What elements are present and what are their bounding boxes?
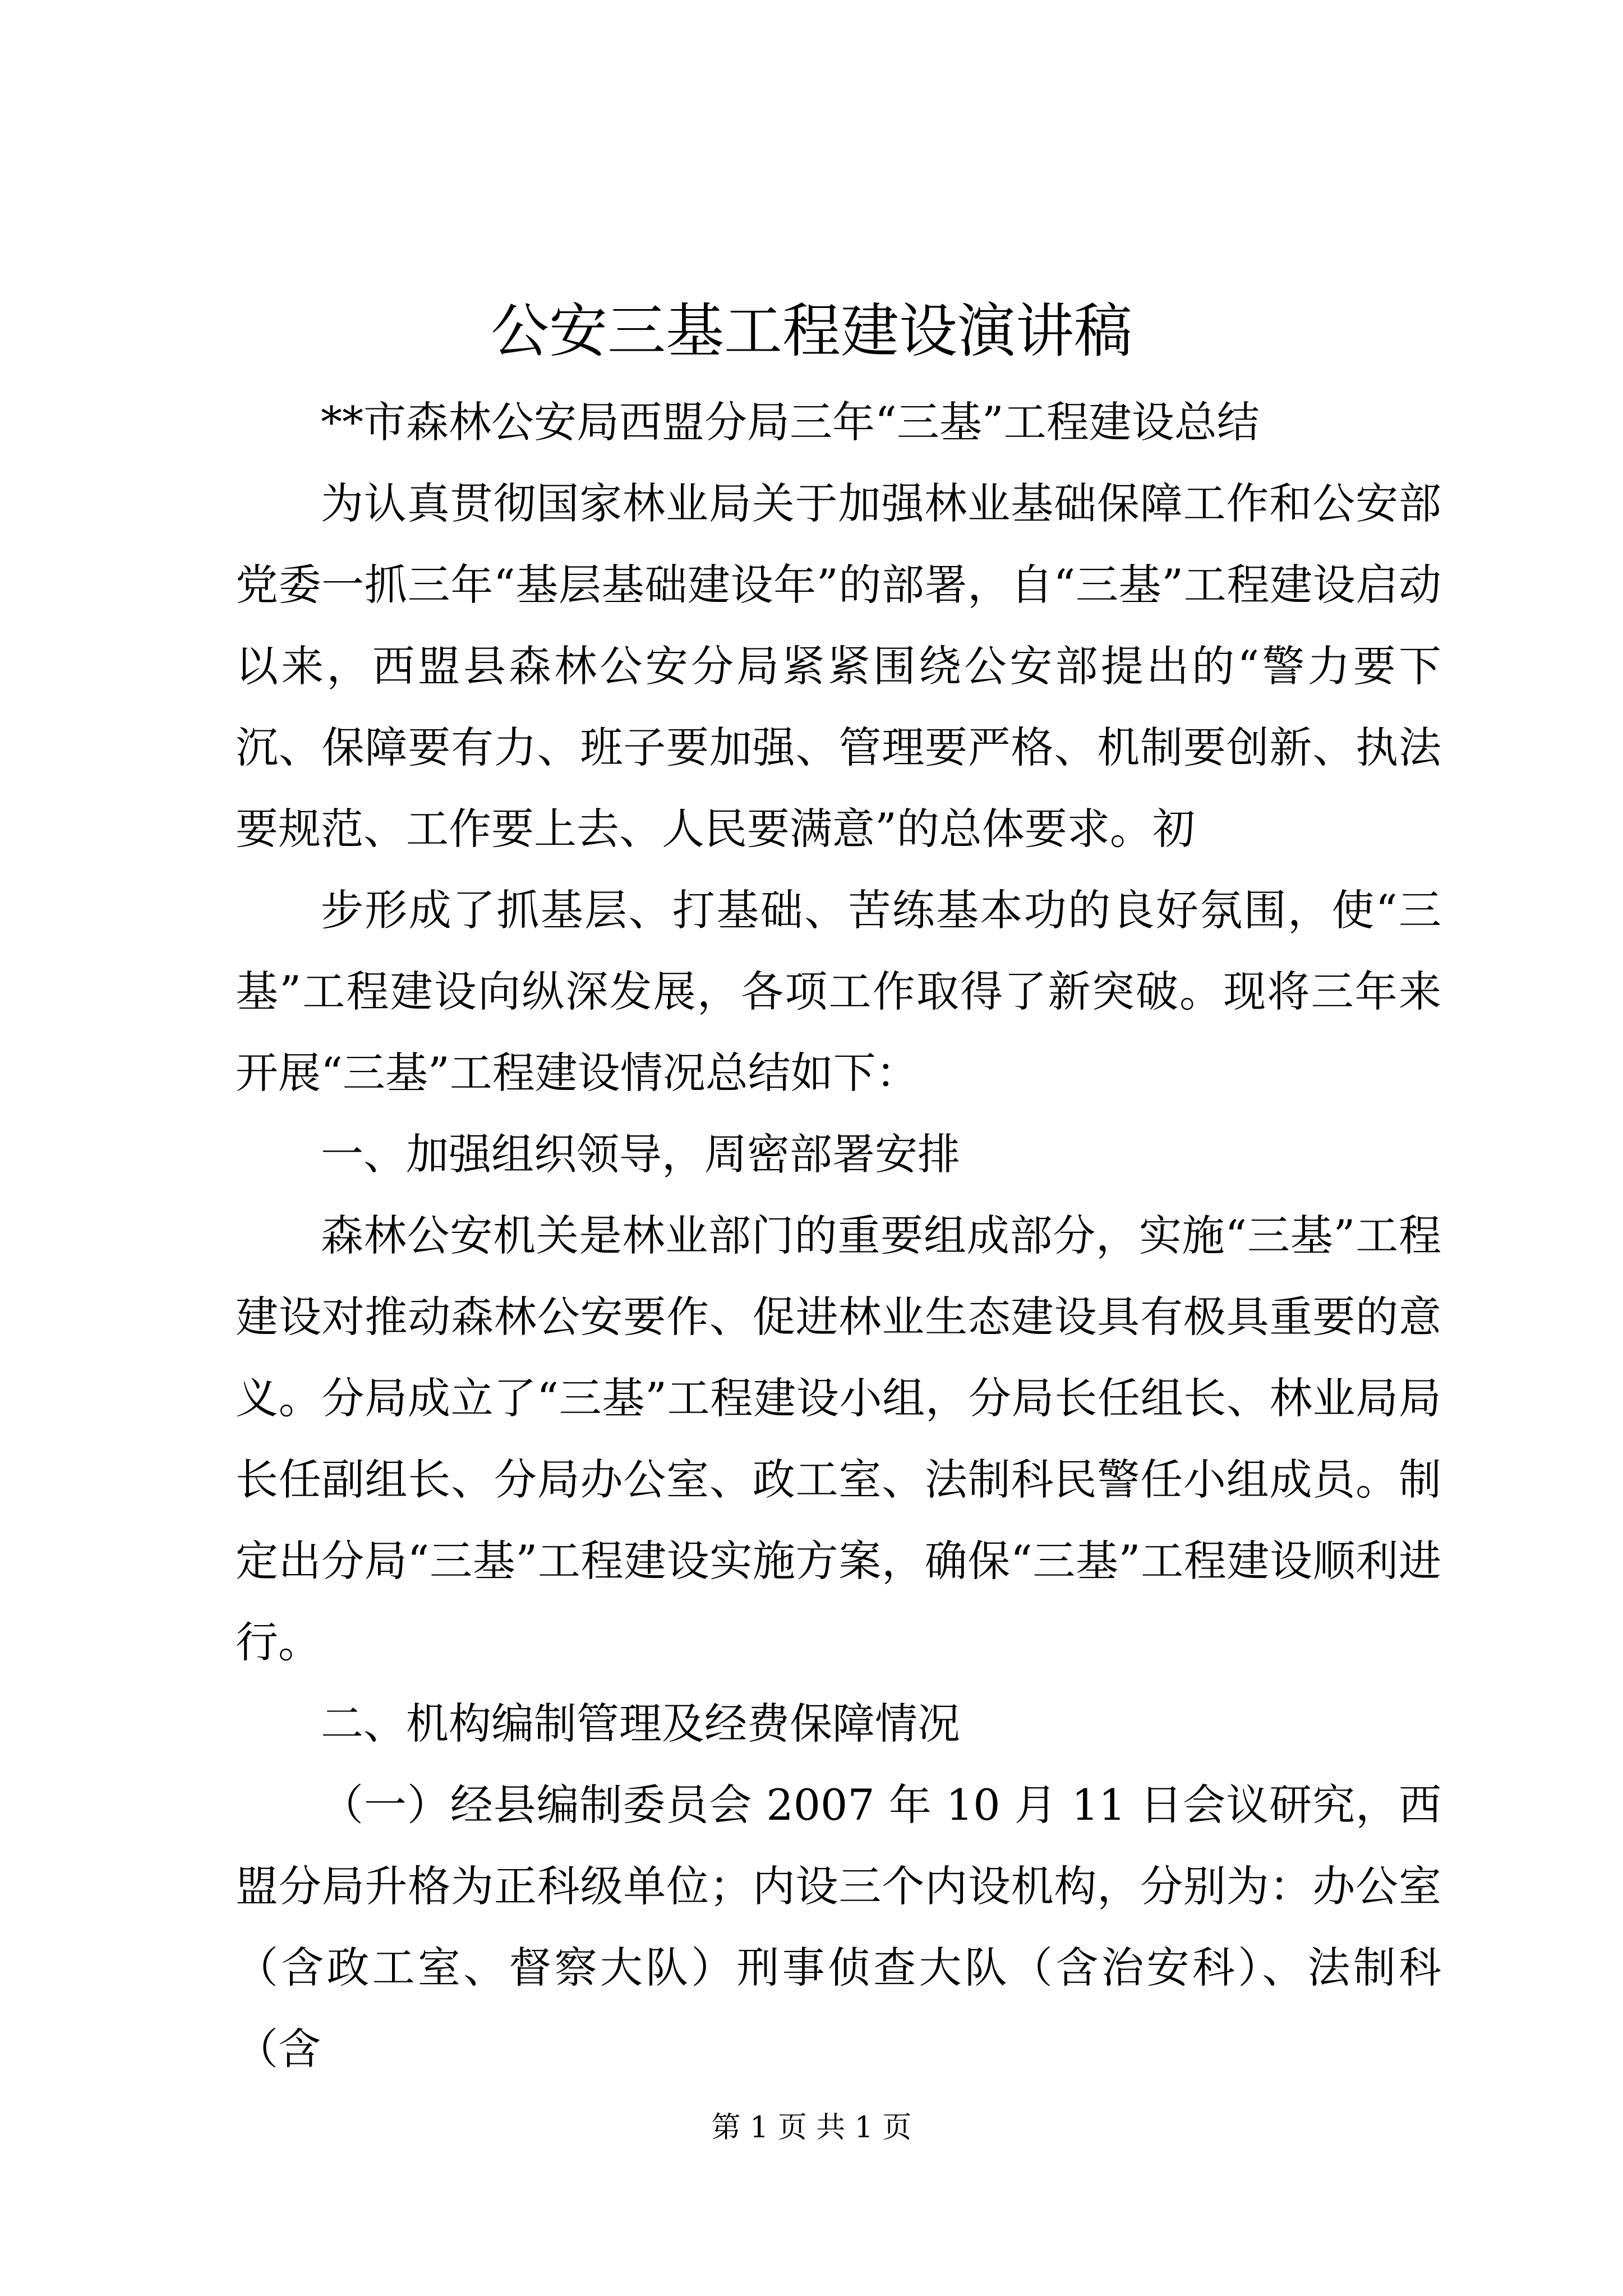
body-paragraph: 森林公安机关是林业部门的重要组成部分，实施“三基”工程建设对推动森林公安要作、促进林业生态建设具有极具重要的意义。分局成立了“三基”工程建设小组，分局长任组长、林业局局长任副组长、分局办公室、政工室、法制科民警任小组成员。制定出分局“三基”工程建设实施方案，确保“三基”工程建设顺利进行。 — [236, 1211, 1441, 1667]
body-paragraph: （一）经县编制委员会 2007 年 10 月 11 日会议研究，西盟分局升格为正科级单位；内设三个内设机构，分别为：办公室（含政工室、督察大队）刑事侦查大队（含治安科）、法制科（含 — [236, 1780, 1441, 2074]
body-paragraph: 为认真贯彻国家林业局关于加强林业基础保障工作和公安部党委一抓三年“基层基础建设年”的部署，自“三基”工程建设启动以来，西盟县森林公安分局紧紧围绕公安部提出的“警力要下沉、保障要有力、班子要加强、管理要严格、机制要创新、执法要规范、工作要上去、人民要满意”的总体要求。初 — [236, 478, 1441, 854]
section-heading: 二、机构编制管理及经费保障情况 — [321, 1699, 960, 1749]
body-paragraph: 步形成了抓基层、打基础、苦练基本功的良好氛围，使“三基”工程建设向纵深发展，各项工作取得了新突破。现将三年来开展“三基”工程建设情况总结如下： — [236, 885, 1441, 1098]
section-heading: 一、加强组织领导，周密部署安排 — [321, 1129, 960, 1179]
page-footer: 第 1 页 共 1 页 — [711, 2111, 912, 2145]
document-title: 公安三基工程建设演讲稿 — [490, 297, 1132, 365]
subtitle-paragraph: **市森林公安局西盟分局三年“三基”工程建设总结 — [321, 397, 1260, 447]
document-body — [236, 381, 1441, 2090]
